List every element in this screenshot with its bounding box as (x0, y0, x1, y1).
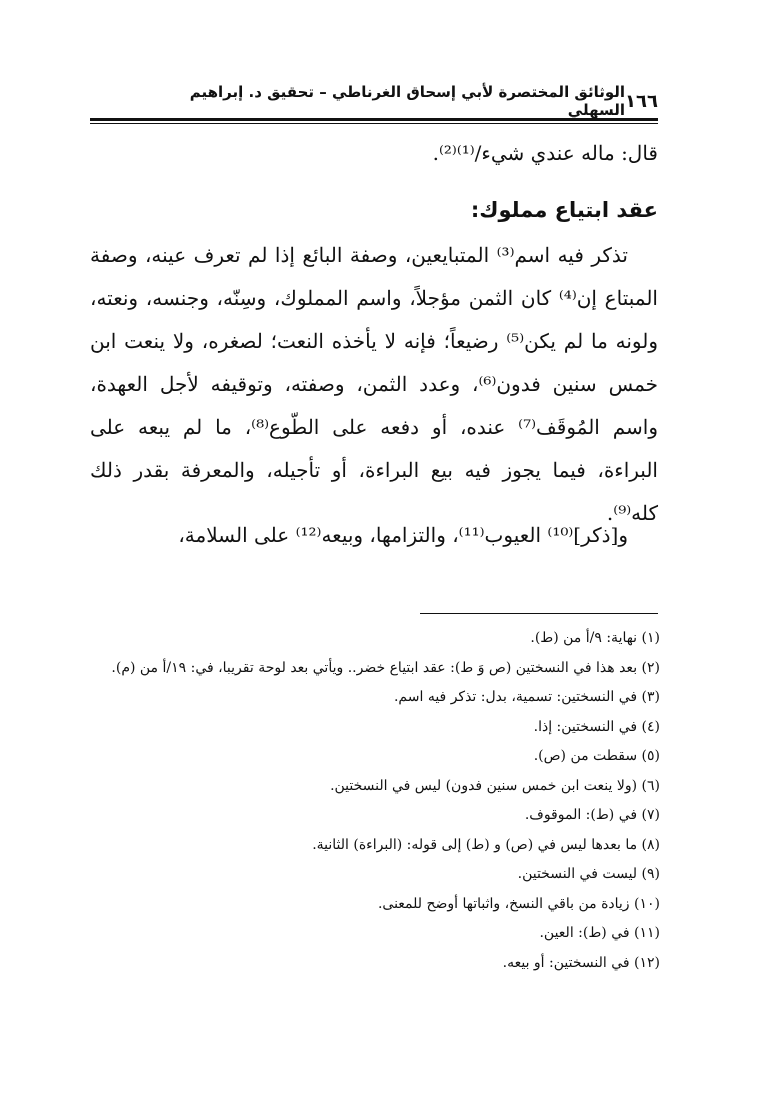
footnote-item: (٤) في النسختين: إذا. (533, 718, 660, 735)
footnote-separator (420, 613, 658, 614)
closing-line: و[ذكر]⁽¹⁰⁾ العيوب⁽¹¹⁾، والتزامها، وبيعه⁽¹²⁾ على السلامة، (178, 523, 628, 547)
intro-line: قال: ماله عندي شيء/⁽¹⁾⁽²⁾. (432, 141, 658, 165)
footnote-item: (٢) بعد هذا في النسختين (ص وَ ط): عقد ابتياع خضر.. ويأتي بعد لوحة تقريبا، في: ١٩/أ من (م). (111, 659, 660, 676)
main-paragraph: تذكر فيه اسم⁽³⁾ المتبايعين، وصفة البائع إذا لم تعرف عينه، وصفة المبتاع إن⁽⁴⁾ كان الثمن مؤجلاً، واسم المملوك، وسِنّه، وجنسه، ونعته، ولونه ما لم يكن⁽⁵⁾ رضيعاً؛ فإنه لا يأخذه النعت؛ لصغره، ولا ينعت ابن خمس سنين فدون⁽⁶⁾، وعدد الثمن، وصفته، وتوقيفه لأجل العهدة، واسم المُوقَف⁽⁷⁾ عنده، أو دفعه على الطّوع⁽⁸⁾، ما لم يبعه على البراءة، فيما يجوز فيه بيع البراءة، أو تأجيله، والمعرفة بقدر ذلك كله⁽⁹⁾. (90, 243, 658, 525)
header-rule (90, 118, 658, 124)
footnote-item: (٨) ما بعدها ليس في (ص) و (ط) إلى قوله: (البراءة) الثانية. (312, 836, 660, 853)
footnote-item: (٧) في (ط): الموقوف. (524, 807, 660, 823)
footnote-item: (٥) سقطت من (ص). (533, 748, 660, 764)
footnotes-list (80, 624, 660, 978)
footnote-item: (٣) في النسختين: تسمية، بدل: تذكر فيه اسم. (393, 689, 660, 705)
section-heading: عقد ابتياع مملوك: (470, 198, 658, 222)
page-number: ١٦٦ (625, 90, 658, 112)
footnote-item: (١٠) زيادة من باقي النسخ، واثباتها أوضح للمعنى. (377, 895, 660, 912)
footnote-item: (١١) في (ط): العين. (539, 925, 660, 941)
footnote-item: (٦) (ولا ينعت ابن خمس سنين فدون) ليس في النسختين. (330, 777, 660, 794)
footnote-item: (١) نهاية: ٩/أ من (ط). (530, 630, 660, 646)
header-title: الوثائق المختصرة لأبي إسحاق الغرناطي – تحقيق د. إبراهيم السهلي (189, 83, 626, 119)
footnote-item: (٩) ليست في النسختين. (517, 866, 660, 882)
footnote-item: (١٢) في النسختين: أو بيعه. (502, 954, 660, 971)
running-header (168, 83, 658, 119)
